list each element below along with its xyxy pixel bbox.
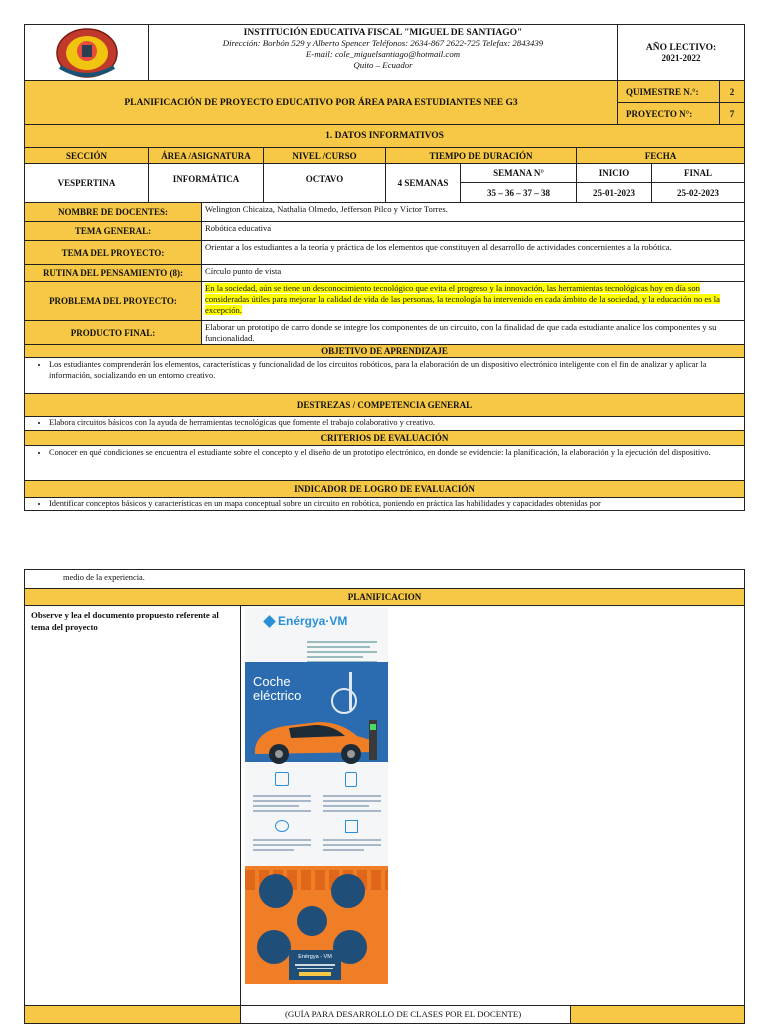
criterios-title: CRITERIOS DE EVALUACIÓN [24,430,745,446]
hero-title-2: eléctrico [253,688,302,703]
quimestre-label: QUIMESTRE N.°: [617,80,720,103]
col-final: FINAL [651,163,745,183]
destrezas-text: • Elabora circuitos básicos con la ayuda de herramientas tecnológicas que fomente el trabajo colaborativo y creativo. [49,418,744,429]
tema-general-value: Robótica educativa [201,221,745,241]
val-nivel: OCTAVO [263,163,386,203]
objetivo-text: • Los estudiantes comprenderán los elementos, características y funcionalidad de los circuitos robóticos, para la elaboración de un dispositivo electrónico inteligente con el fin de analizar y aplicar la información, socializando en un entorno creativo. [49,360,744,381]
producto-label: PRODUCTO FINAL: [24,320,202,345]
stat-circle-4 [257,930,291,964]
feature-text-3 [253,836,311,854]
proyecto-value: 7 [719,102,745,125]
battery-icon [275,772,289,786]
institution-name: INSTITUCIÓN EDUCATIVA FISCAL "MIGUEL DE SANTIAGO" [243,28,523,38]
quimestre-value: 2 [719,80,745,103]
instruction-text: Observe y lea el documento propuesto referente al tema del proyecto [31,610,219,632]
problema-text: En la sociedad, aún se tiene un desconocimiento tecnológico que evita el progreso y la innovación, las herramientas tecnológicas hoy en día son consideradas útiles para mejorar la calidad de vida de las personas, la tecnología ha intervenido en cada ámbito de la sociedad, y la educación no es la excepción. [205,283,720,315]
stat-circle-2 [331,874,365,908]
institution-city: Quito – Ecuador [353,60,413,70]
institution-address: Dirección: Borbón 529 y Alberto Spencer Teléfonos: 2634-867 2622-725 Telefax: 2843439 [222,38,544,48]
docentes-label: NOMBRE DE DOCENTES: [24,202,202,222]
col-seccion: SECCIÓN [24,147,149,164]
guide-right-cell [570,1005,745,1024]
rutina-value: Círculo punto de vista [201,264,745,282]
col-inicio: INICIO [576,163,652,183]
school-year [617,24,745,81]
val-area: INFORMÁTICA [148,163,264,203]
infographic-cell [240,605,745,1006]
indicador-body [24,497,745,511]
datos-title: 1. DATOS INFORMATIVOS [24,124,745,148]
tema-general-label: TEMA GENERAL: [24,221,202,241]
guide-mid-cell [240,1005,571,1024]
destrezas-title: DESTREZAS / COMPETENCIA GENERAL [24,393,745,417]
city-panel [245,866,388,984]
feature-text-4 [323,836,381,854]
col-area: ÁREA /ASIGNATURA [148,147,264,164]
footer-box [289,950,341,980]
objetivo-body [24,357,745,394]
school-year-label: AÑO LECTIVO: [645,42,717,53]
docentes-value: Welington Chicaiza, Nathalia Olmedo, Jefferson Pilco y Víctor Torres. [201,202,745,222]
footer-brand: Enérgya - VM [298,954,332,960]
infographic [245,608,388,984]
indicador-continuation [24,569,745,589]
institution-header [148,24,618,81]
producto-value: Elaborar un prototipo de carro donde se integre los componentes de un circuito, con la finalidad de que cada estudiante analice los componentes y su funcionalidad. [201,320,745,345]
phone-icon [345,772,357,787]
plug-icon [275,820,289,832]
stat-circle-3 [297,906,327,936]
hero-title-1: Coche [253,674,291,689]
rutina-label: RUTINA DEL PENSAMIENTO (8): [24,264,202,282]
val-semana: 35 – 36 – 37 – 38 [460,182,577,203]
instruction-cell [24,605,241,1006]
stat-circle-1 [259,874,293,908]
col-semana: SEMANA N° [460,163,577,183]
val-seccion: VESPERTINA [24,163,149,203]
plan-title: PLANIFICACIÓN DE PROYECTO EDUCATIVO POR ÁREA PARA ESTUDIANTES NEE G3 [24,80,618,125]
val-inicio: 25-01-2023 [576,182,652,203]
school-year-value: 2021-2022 [661,52,701,63]
val-tiempo: 4 SEMANAS [385,163,461,203]
guide-text: (GUÍA PARA DESARROLLO DE CLASES POR EL DOCENTE) [285,1009,522,1019]
tema-proyecto-label: TEMA DEL PROYECTO: [24,240,202,265]
electric-car-icon [249,708,379,768]
proyecto-label: PROYECTO N°: [617,102,720,125]
col-nivel: NIVEL /CURSO [263,147,386,164]
problema-value [201,281,745,321]
criterios-body [24,445,745,481]
gear-icon [345,820,358,833]
guide-left-cell [24,1005,241,1024]
tema-proyecto-value: Orientar a los estudiantes a la teoría y práctica de los elementos que constituyen al desarrollo de actividades concernientes a la robótica. [201,240,745,265]
feature-text-2 [323,792,381,815]
planificacion-title: PLANIFICACION [24,588,745,606]
brand-name: Enérgya·VM [278,614,348,628]
col-tiempo: TIEMPO DE DURACIÓN [385,147,577,164]
indicador-title: INDICADOR DE LOGRO DE EVALUACIÓN [24,480,745,498]
objetivo-title: OBJETIVO DE APRENDIZAJE [24,344,745,358]
logo-cell [24,24,149,81]
val-final: 25-02-2023 [651,182,745,203]
brand-row [265,614,347,628]
feature-text-1 [253,792,311,815]
problema-label: PROBLEMA DEL PROYECTO: [24,281,202,321]
destrezas-body [24,416,745,431]
criterios-text: • Conocer en qué condiciones se encuentra el estudiante sobre el concepto y el diseño de un prototipo electrónico, en donde se evidencie: la planificación, la elaboración y la ejecución del dispositivo. [49,448,744,459]
brand-logo-icon [263,615,276,628]
school-crest-icon [52,27,122,79]
indicador-continuation-text: medio de la experiencia. [63,573,145,582]
indicador-text: • Identificar conceptos básicos y características en un mapa conceptual sobre un circuito en robótica, poniendo en práctica las habilidades y capacidades obtenidas por [49,499,744,510]
charger-light [370,724,376,730]
institution-email: E-mail: cole_miguelsantiago@hotmail.com [305,49,461,59]
col-fecha: FECHA [576,147,745,164]
